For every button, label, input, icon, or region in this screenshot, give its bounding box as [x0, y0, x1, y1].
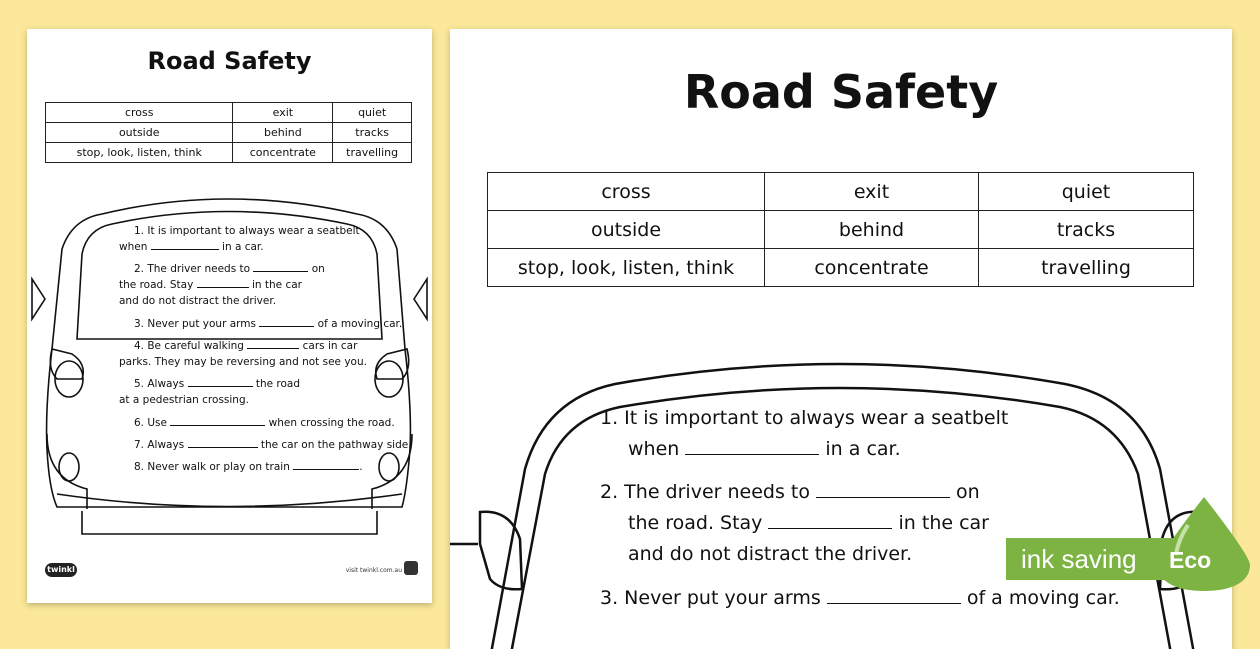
question-2-line-3: and do not distract the driver. [628, 543, 913, 565]
question-text: in the car [248, 279, 302, 291]
question-6 [134, 415, 395, 432]
word-cell: behind [765, 211, 979, 249]
question-text: cars in car [299, 340, 358, 352]
ink-saving-label: ink saving [1021, 544, 1137, 574]
question-2-line-1 [600, 477, 980, 508]
question-text: 5. Always [134, 378, 188, 390]
word-cell: cross [488, 173, 765, 211]
question-5-line-2: at a pedestrian crossing. [119, 394, 249, 406]
answer-blank[interactable] [816, 480, 950, 498]
table-row [46, 103, 412, 123]
question-text: in a car. [819, 438, 901, 460]
word-cell: stop, look, listen, think [488, 249, 765, 287]
answer-blank[interactable] [827, 586, 961, 604]
word-cell: concentrate [233, 143, 333, 163]
answer-blank[interactable] [253, 262, 308, 272]
question-text: of a moving car. [314, 318, 403, 330]
footer-url: visit twinkl.com.au [345, 567, 402, 574]
question-1-line-1: 1. It is important to always wear a seatbelt [600, 407, 1009, 429]
question-text: when crossing the road. [265, 417, 395, 429]
worksheet-thumbnail[interactable] [27, 29, 432, 603]
question-text: 3. Never put your arms [600, 587, 827, 609]
question-1-line-1: 1. It is important to always wear a seatbelt [134, 225, 360, 237]
eco-drop-icon [1148, 495, 1260, 592]
table-row [46, 143, 412, 163]
word-cell: exit [765, 173, 979, 211]
table-row [46, 123, 412, 143]
question-text: on [950, 481, 980, 503]
word-cell: quiet [333, 103, 412, 123]
word-cell: tracks [979, 211, 1194, 249]
question-text: 2. The driver needs to [600, 481, 817, 503]
question-text: the road [252, 378, 301, 390]
answer-blank[interactable] [259, 317, 314, 327]
question-text: on [308, 263, 325, 275]
word-cell: travelling [979, 249, 1194, 287]
question-text: 6. Use [134, 417, 171, 429]
word-cell: cross [46, 103, 233, 123]
question-text: 3. Never put your arms [134, 318, 260, 330]
word-cell: outside [488, 211, 765, 249]
question-text: in a car. [218, 241, 264, 253]
question-1-line-2 [628, 434, 901, 465]
word-cell: outside [46, 123, 233, 143]
question-3 [134, 316, 402, 333]
question-text: of a moving car. [960, 587, 1120, 609]
answer-blank[interactable] [188, 438, 258, 448]
question-2-line-1 [134, 261, 325, 278]
question-text: . [359, 461, 363, 473]
question-text: in the car [892, 512, 989, 534]
question-2-line-3: and do not distract the driver. [119, 295, 277, 307]
question-5-line-1 [134, 376, 300, 393]
ink-saving-eco-badge [1006, 495, 1260, 592]
table-row [488, 173, 1194, 211]
question-2-line-2 [119, 277, 302, 294]
word-bank-table [487, 172, 1194, 287]
word-cell: travelling [333, 143, 412, 163]
question-text: 8. Never walk or play on train [134, 461, 294, 473]
question-text: 2. The driver needs to [134, 263, 254, 275]
table-row [488, 249, 1194, 287]
worksheet-title: Road Safety [147, 47, 312, 75]
question-4-line-2: parks. They may be reversing and not see you. [119, 356, 367, 368]
answer-blank[interactable] [197, 278, 249, 288]
question-text: when [119, 241, 151, 253]
answer-blank[interactable] [151, 240, 219, 250]
question-text: 7. Always [134, 439, 188, 451]
word-cell: exit [233, 103, 333, 123]
question-text: the car on the pathway side. [257, 439, 412, 451]
answer-blank[interactable] [768, 511, 892, 529]
question-8 [134, 459, 363, 476]
question-text: the road. Stay [628, 512, 769, 534]
question-text: the road. Stay [119, 279, 197, 291]
answer-blank[interactable] [293, 460, 359, 470]
table-row [488, 211, 1194, 249]
answer-blank[interactable] [170, 416, 265, 426]
word-cell: tracks [333, 123, 412, 143]
eco-label: Eco [1169, 547, 1212, 573]
brand-mark-icon [404, 561, 418, 575]
question-7 [134, 437, 412, 454]
word-bank-table [45, 102, 412, 163]
question-text: when [628, 438, 686, 460]
twinkl-logo: twinkl [45, 563, 77, 577]
worksheet-title: Road Safety [683, 65, 999, 119]
question-text: 4. Be careful walking [134, 340, 248, 352]
question-2-line-2 [628, 508, 989, 539]
word-cell: stop, look, listen, think [46, 143, 233, 163]
word-cell: concentrate [765, 249, 979, 287]
answer-blank[interactable] [188, 377, 253, 387]
answer-blank[interactable] [247, 339, 299, 349]
word-cell: behind [233, 123, 333, 143]
answer-blank[interactable] [685, 437, 819, 455]
question-1-line-2 [119, 239, 264, 256]
question-4-line-1 [134, 338, 357, 355]
word-cell: quiet [979, 173, 1194, 211]
